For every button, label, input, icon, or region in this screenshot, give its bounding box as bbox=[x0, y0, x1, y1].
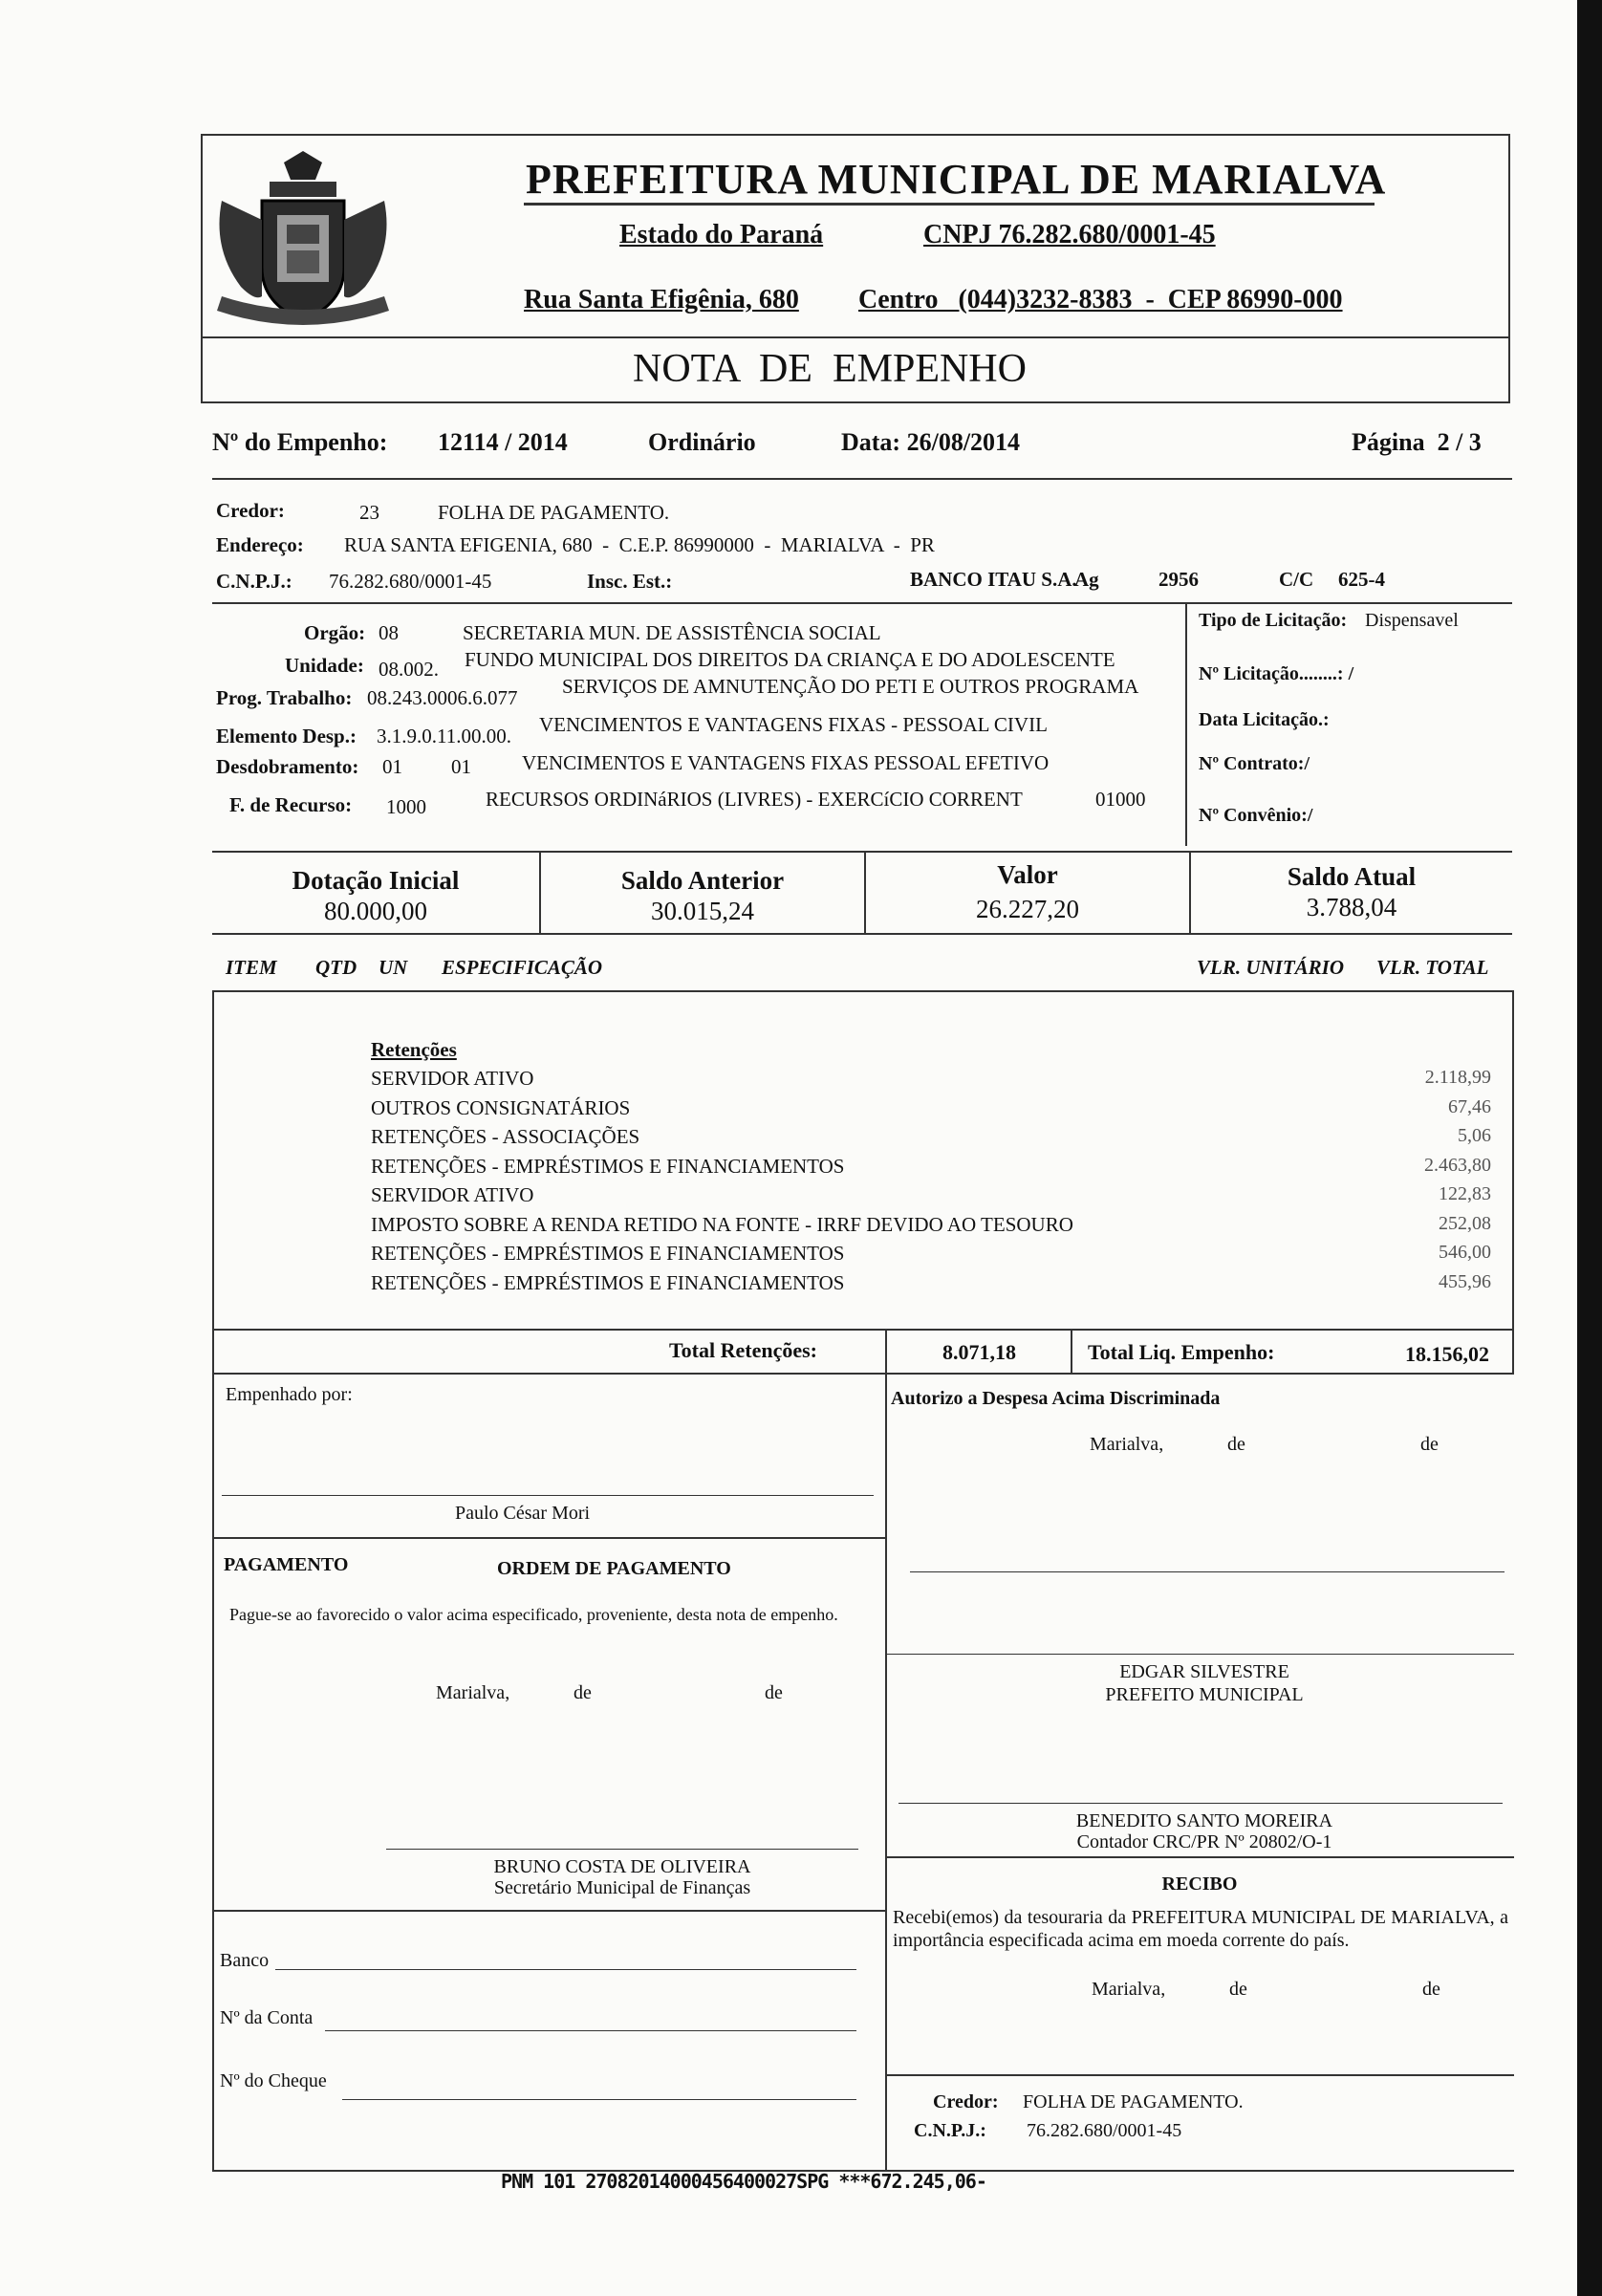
signature-line-secretario bbox=[386, 1849, 858, 1850]
retencao-value: 2.118,99 bbox=[1424, 1067, 1491, 1088]
pagamento-top bbox=[212, 1537, 885, 1539]
desdobramento-a: 01 bbox=[382, 755, 402, 778]
saldo-atual-label: Saldo Atual bbox=[1287, 862, 1417, 891]
autorizo-label: Autorizo a Despesa Acima Discriminada bbox=[891, 1388, 1221, 1409]
secretario-title: Secretário Municipal de Finanças bbox=[493, 1877, 751, 1898]
recurso-number: 01000 bbox=[1095, 788, 1146, 811]
secretario-name: BRUNO COSTA DE OLIVEIRA bbox=[493, 1856, 751, 1877]
recibo-de-2: de bbox=[1422, 1979, 1440, 2000]
endereco-label: Endereço: bbox=[216, 533, 304, 556]
conta-label: Nº da Conta bbox=[220, 2007, 314, 2028]
items-col-unit-value: VLR. UNITÁRIO bbox=[1197, 956, 1345, 979]
recibo-de-1: de bbox=[1229, 1979, 1247, 2000]
retencoes-title: Retenções bbox=[371, 1038, 457, 1061]
credor-code: 23 bbox=[359, 501, 379, 524]
contador-name: BENEDITO SANTO MOREIRA bbox=[1075, 1810, 1333, 1831]
licitacao-type-label: Tipo de Licitação: bbox=[1199, 610, 1348, 631]
retencao-value: 5,06 bbox=[1458, 1125, 1491, 1146]
signer-empenhado: Paulo César Mori bbox=[455, 1503, 591, 1524]
unidade-label: Unidade: bbox=[285, 654, 364, 677]
agency-label: Ag bbox=[1074, 568, 1099, 591]
totals-top bbox=[212, 851, 1512, 853]
insc-label: Insc. Est.: bbox=[587, 570, 673, 593]
recurso-code: 1000 bbox=[386, 795, 426, 818]
retencao-value: 2.463,80 bbox=[1424, 1154, 1491, 1176]
orgao-code: 08 bbox=[379, 621, 399, 644]
recibo-credor-value: FOLHA DE PAGAMENTO. bbox=[1023, 2091, 1244, 2112]
recurso-label: F. de Recurso: bbox=[229, 793, 353, 816]
autenticacao-code: PNM 101 27082014000456400027SPG ***672.245,06- bbox=[501, 2170, 986, 2193]
recibo-cnpj-value: 76.282.680/0001-45 bbox=[1027, 2120, 1182, 2141]
items-col-spec: ESPECIFICAÇÃO bbox=[442, 956, 603, 979]
items-box-top bbox=[212, 990, 1514, 992]
totals-bottom bbox=[212, 933, 1512, 935]
signature-line-contador bbox=[898, 1803, 1503, 1804]
items-col-un: UN bbox=[379, 956, 408, 979]
prog-name: SERVIÇOS DE AMNUTENÇÃO DO PETI E OUTROS PROGRAMA bbox=[562, 675, 1139, 698]
licitacao-date: Data Licitação.: bbox=[1199, 709, 1330, 730]
header-box-bottom bbox=[201, 401, 1510, 403]
items-col-total-value: VLR. TOTAL bbox=[1376, 956, 1489, 979]
banco-top bbox=[212, 1910, 885, 1912]
dotacao-label: Dotação Inicial bbox=[292, 866, 460, 895]
retencao-desc: RETENÇÕES - EMPRÉSTIMOS E FINANCIAMENTOS bbox=[371, 1242, 845, 1265]
autorizo-de-2: de bbox=[1420, 1434, 1439, 1455]
recurso-name: RECURSOS ORDINáRIOS (LIVRES) - EXERCíCIO CORRENT bbox=[486, 788, 1023, 811]
total-liquido-value: 18.156,02 bbox=[1405, 1342, 1489, 1366]
credor-name: FOLHA DE PAGAMENTO. bbox=[438, 501, 670, 524]
scan-edge bbox=[1577, 0, 1602, 2296]
retencao-desc: RETENÇÕES - EMPRÉSTIMOS E FINANCIAMENTOS bbox=[371, 1270, 845, 1294]
items-box-right bbox=[1512, 990, 1514, 1375]
conta-line bbox=[325, 2030, 856, 2031]
retencao-value: 252,08 bbox=[1439, 1212, 1491, 1234]
desdobramento-name: VENCIMENTOS E VANTAGENS FIXAS PESSOAL EFETIVO bbox=[522, 751, 1050, 774]
banco-line bbox=[275, 1969, 856, 1970]
unidade-name: FUNDO MUNICIPAL DOS DIREITOS DA CRIANÇA E DO ADOLESCENTE bbox=[465, 648, 1115, 671]
items-col-item: ITEM bbox=[226, 956, 277, 979]
retencao-desc: RETENÇÕES - ASSOCIAÇÕES bbox=[371, 1125, 640, 1148]
total-retencoes-value: 8.071,18 bbox=[942, 1340, 1016, 1364]
agency-value: 2956 bbox=[1158, 568, 1199, 591]
prog-label: Prog. Trabalho: bbox=[216, 686, 353, 709]
elemento-code: 3.1.9.0.11.00.00. bbox=[377, 725, 511, 747]
desdobramento-b: 01 bbox=[451, 755, 471, 778]
municipality-title: PREFEITURA MUNICIPAL DE MARIALVA bbox=[526, 156, 1387, 203]
pagamento-label: PAGAMENTO bbox=[224, 1554, 349, 1575]
elemento-name: VENCIMENTOS E VANTAGENS FIXAS - PESSOAL CIVIL bbox=[539, 713, 1048, 736]
retencao-value: 122,83 bbox=[1439, 1183, 1491, 1204]
valor-label: Valor bbox=[997, 860, 1058, 889]
banco-label: Banco bbox=[220, 1950, 270, 1971]
saldo-anterior-value: 30.015,24 bbox=[651, 897, 754, 925]
prefeito-title: PREFEITO MUNICIPAL bbox=[1105, 1684, 1304, 1705]
summary-sep-1 bbox=[885, 1329, 887, 1375]
empenhado-por-label: Empenhado por: bbox=[226, 1384, 353, 1405]
prog-code: 08.243.0006.6.077 bbox=[367, 686, 518, 709]
endereco-value: RUA SANTA EFIGENIA, 680 - C.E.P. 86990000 - MARIALVA - PR bbox=[344, 533, 935, 556]
contrato-number: Nº Contrato:/ bbox=[1199, 753, 1310, 774]
empenho-date: Data: 26/08/2014 bbox=[841, 428, 1021, 456]
info-divider bbox=[212, 478, 1512, 480]
ordem-pagamento-label: ORDEM DE PAGAMENTO bbox=[497, 1558, 731, 1579]
retencao-value: 455,96 bbox=[1439, 1270, 1491, 1292]
cheque-line bbox=[342, 2099, 856, 2100]
retencao-desc: SERVIDOR ATIVO bbox=[371, 1067, 534, 1090]
desdobramento-label: Desdobramento: bbox=[216, 755, 359, 778]
retencao-desc: OUTROS CONSIGNATÁRIOS bbox=[371, 1095, 631, 1119]
account-value: 625-4 bbox=[1338, 568, 1385, 591]
items-box-left bbox=[212, 990, 214, 1375]
empenho-number: 12114 / 2014 bbox=[438, 428, 568, 456]
valor-value: 26.227,20 bbox=[976, 895, 1079, 923]
recibo-top bbox=[885, 1856, 1514, 1858]
credor-label: Credor: bbox=[216, 499, 285, 522]
signature-line-ordem bbox=[910, 1571, 1505, 1572]
summary-sep-2 bbox=[1071, 1329, 1072, 1375]
pague-de-2: de bbox=[765, 1682, 783, 1703]
convenio-number: Nº Convênio:/ bbox=[1199, 805, 1313, 826]
summary-bottom bbox=[212, 1373, 1514, 1375]
retencao-desc: RETENÇÕES - EMPRÉSTIMOS E FINANCIAMENTOS bbox=[371, 1154, 845, 1178]
document-type: NOTA DE EMPENHO bbox=[633, 347, 1027, 391]
recibo-place: Marialva, bbox=[1092, 1979, 1166, 2000]
account-label: C/C bbox=[1279, 568, 1314, 591]
coat-of-arms-logo bbox=[203, 143, 403, 339]
prefeito-name: EDGAR SILVESTRE bbox=[1119, 1661, 1289, 1682]
recibo-title: RECIBO bbox=[1161, 1874, 1238, 1895]
pague-place: Marialva, bbox=[436, 1682, 510, 1703]
saldo-atual-value: 3.788,04 bbox=[1306, 893, 1397, 921]
title-underline bbox=[524, 203, 1375, 206]
pague-de-1: de bbox=[574, 1682, 592, 1703]
autorizo-de-1: de bbox=[1227, 1434, 1245, 1455]
state-name: Estado do Paraná bbox=[619, 220, 824, 249]
orgao-label: Orgão: bbox=[304, 621, 366, 644]
pague-text: Pague-se ao favorecido o valor acima especificado, proveniente, desta nota de empenho. bbox=[229, 1605, 838, 1624]
header-box-right bbox=[1508, 134, 1510, 403]
empenho-label: Nº do Empenho: bbox=[212, 428, 388, 456]
dotacao-value: 80.000,00 bbox=[324, 897, 427, 925]
licitacao-type-value: Dispensavel bbox=[1365, 610, 1459, 631]
retencao-desc: IMPOSTO SOBRE A RENDA RETIDO NA FONTE - IRRF DEVIDO AO TESOURO bbox=[371, 1212, 1073, 1236]
elemento-label: Elemento Desp.: bbox=[216, 725, 357, 747]
signature-line-empenhado bbox=[222, 1495, 874, 1496]
cnpj-value: 76.282.680/0001-45 bbox=[329, 570, 492, 593]
items-col-qtd: QTD bbox=[315, 956, 357, 979]
cnpj-label: C.N.P.J.: bbox=[216, 570, 292, 593]
recibo-cnpj-label: C.N.P.J.: bbox=[914, 2120, 986, 2141]
empenho-type: Ordinário bbox=[648, 428, 756, 456]
cheque-label: Nº do Cheque bbox=[220, 2070, 327, 2091]
prefeito-top-line bbox=[885, 1654, 1514, 1655]
recibo-credor-label: Credor: bbox=[933, 2091, 999, 2112]
header-contact: Centro (044)3232-8383 - CEP 86990-000 bbox=[858, 285, 1343, 314]
signature-divider bbox=[885, 1373, 887, 2172]
recibo-text: Recebi(emos) da tesouraria da PREFEITURA MUNICIPAL DE MARIALVA, a importância especificada acima em moeda corrente do país. bbox=[893, 1907, 1508, 1951]
retencao-value: 67,46 bbox=[1448, 1095, 1491, 1117]
licitacao-divider bbox=[1185, 602, 1187, 846]
retencao-desc: SERVIDOR ATIVO bbox=[371, 1183, 534, 1206]
total-liquido-label: Total Liq. Empenho: bbox=[1088, 1340, 1275, 1364]
unidade-code: 08.002. bbox=[379, 658, 439, 681]
header-box-top bbox=[201, 134, 1510, 136]
page-number: Página 2 / 3 bbox=[1352, 428, 1482, 456]
contador-title: Contador CRC/PR Nº 20802/O-1 bbox=[1076, 1831, 1332, 1852]
signature-left-border bbox=[212, 1373, 214, 2172]
recibo-credor-top bbox=[885, 2074, 1514, 2076]
saldo-anterior-label: Saldo Anterior bbox=[620, 866, 785, 895]
retencao-value: 546,00 bbox=[1439, 1242, 1491, 1263]
autorizo-place: Marialva, bbox=[1090, 1434, 1164, 1455]
header-cnpj: CNPJ 76.282.680/0001-45 bbox=[923, 220, 1216, 249]
bank-name: BANCO ITAU S.A. bbox=[910, 568, 1077, 591]
total-retencoes-label: Total Retenções: bbox=[669, 1338, 817, 1362]
orgao-name: SECRETARIA MUN. DE ASSISTÊNCIA SOCIAL bbox=[463, 621, 881, 644]
budget-top-line bbox=[212, 602, 1512, 604]
licitacao-number: Nº Licitação........: / bbox=[1199, 663, 1354, 684]
summary-top bbox=[212, 1329, 1514, 1331]
header-address: Rua Santa Efigênia, 680 bbox=[524, 285, 799, 314]
